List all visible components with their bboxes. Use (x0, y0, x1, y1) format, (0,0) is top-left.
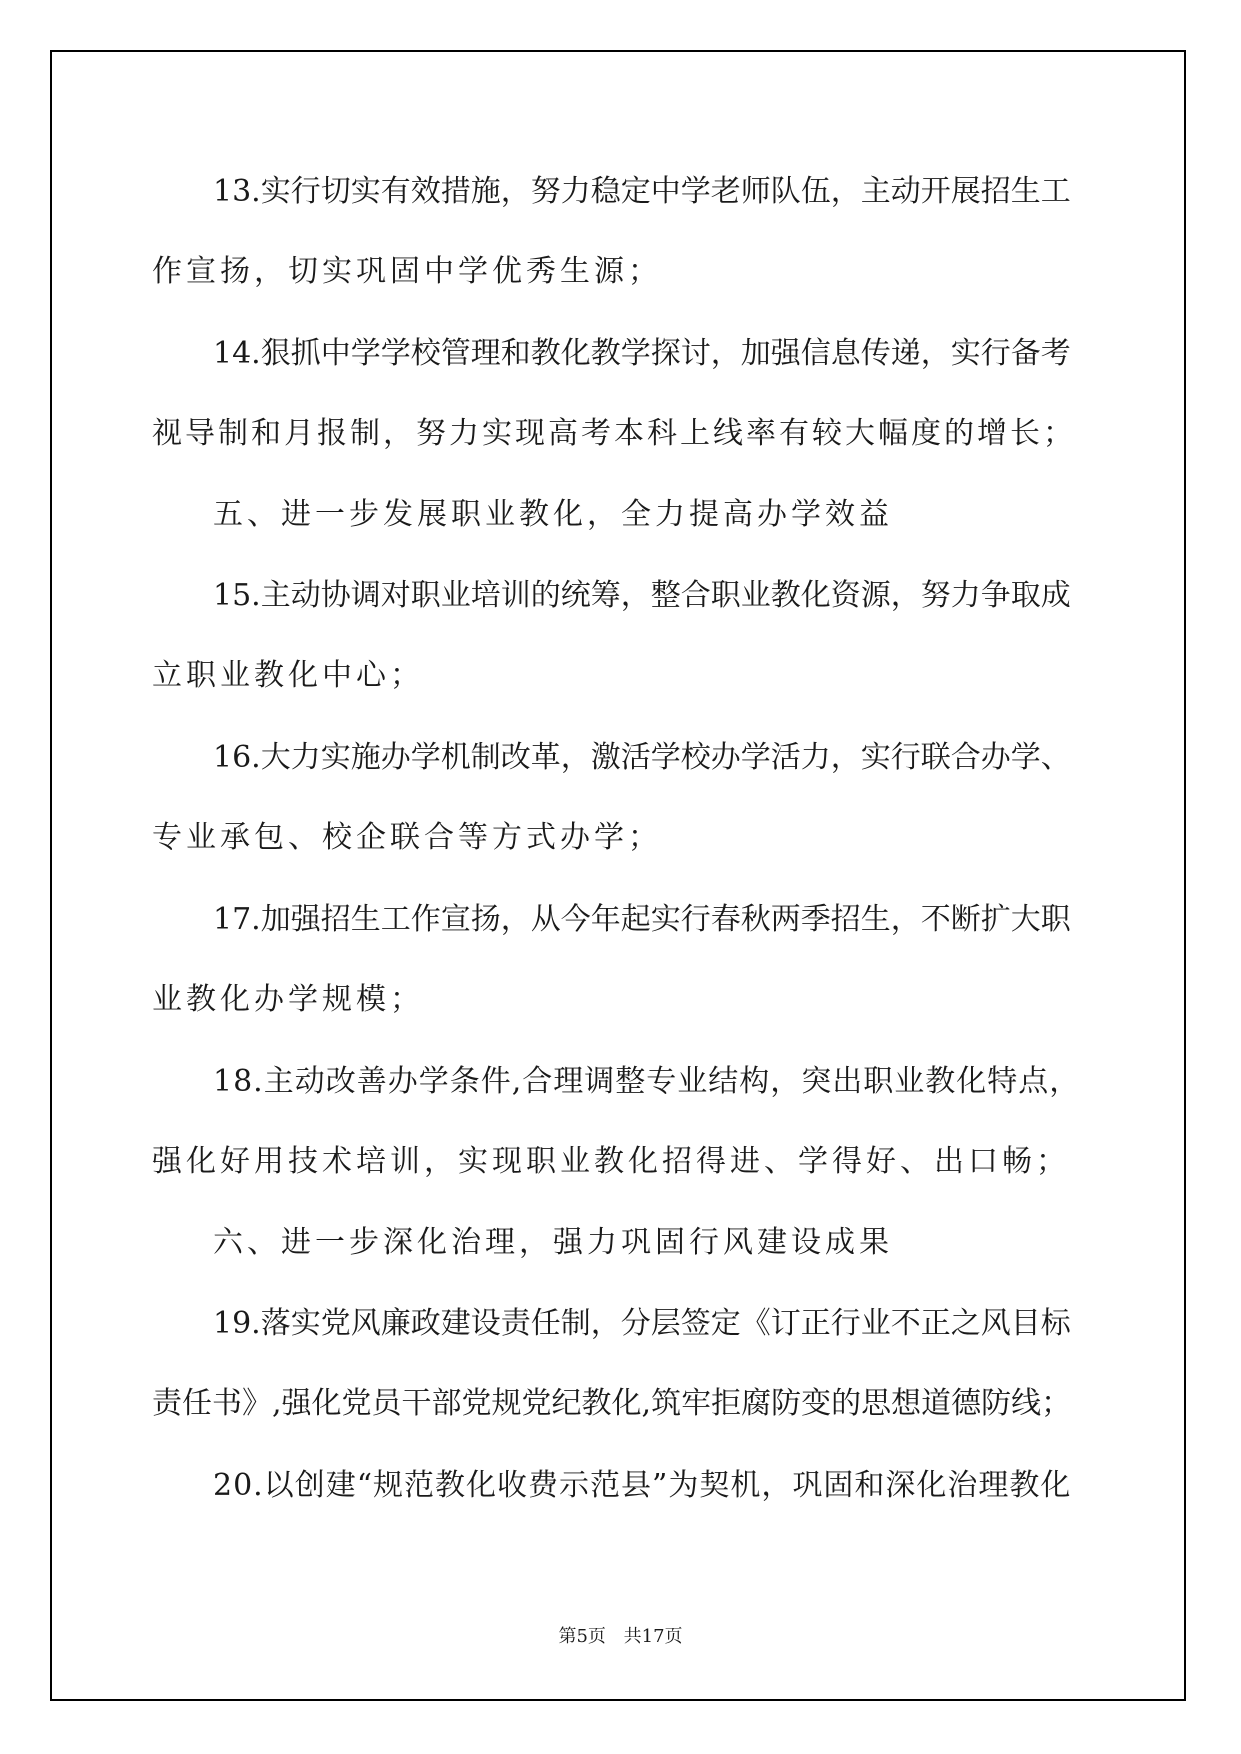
paragraph-18-line-2: 强化好用技术培训，实现职业教化招得进、学得好、出口畅； (152, 1144, 1070, 1179)
page-number: 第5页 (558, 1626, 606, 1647)
paragraph-14-line-1: 14.狠抓中学学校管理和教化教学探讨，加强信息传递，实行备考 (213, 336, 1071, 371)
paragraph-16-line-1: 16.大力实施办学机制改革，激活学校办学活力，实行联合办学、 (213, 740, 1071, 775)
paragraph-15-line-1: 15.主动协调对职业培训的统筹，整合职业教化资源，努力争取成 (213, 578, 1071, 613)
page-border (50, 50, 1186, 1701)
paragraph-13-line-2: 作宣扬，切实巩固中学优秀生源； (152, 254, 662, 289)
paragraph-15-line-2: 立职业教化中心； (152, 658, 424, 693)
paragraph-14-line-2: 视导制和月报制，努力实现高考本科上线率有较大幅度的增长； (152, 416, 1076, 451)
paragraph-17-line-2: 业教化办学规模； (152, 982, 424, 1017)
paragraph-18-line-1: 18.主动改善办学条件,合理调整专业结构，突出职业教化特点， (213, 1064, 1081, 1099)
paragraph-17-line-1: 17.加强招生工作宣扬，从今年起实行春秋两季招生，不断扩大职 (213, 902, 1071, 937)
paragraph-13-line-1: 13.实行切实有效措施，努力稳定中学老师队伍，主动开展招生工 (213, 174, 1071, 209)
paragraph-16-line-2: 专业承包、校企联合等方式办学； (152, 820, 662, 855)
page-footer (0, 1622, 1241, 1648)
paragraph-19-line-1: 19.落实党风廉政建设责任制，分层签定《订正行业不正之风目标 (213, 1306, 1071, 1341)
section-heading-6: 六、进一步深化治理，强力巩固行风建设成果 (213, 1225, 893, 1260)
paragraph-20-line-1: 20.以创建“规范教化收费示范县”为契机，巩固和深化治理教化 (213, 1468, 1072, 1503)
page-total: 共17页 (623, 1626, 683, 1647)
section-heading-5: 五、进一步发展职业教化，全力提高办学效益 (213, 497, 893, 532)
paragraph-19-line-2: 责任书》,强化党员干部党规党纪教化,筑牢拒腐防变的思想道德防线； (152, 1386, 1072, 1421)
